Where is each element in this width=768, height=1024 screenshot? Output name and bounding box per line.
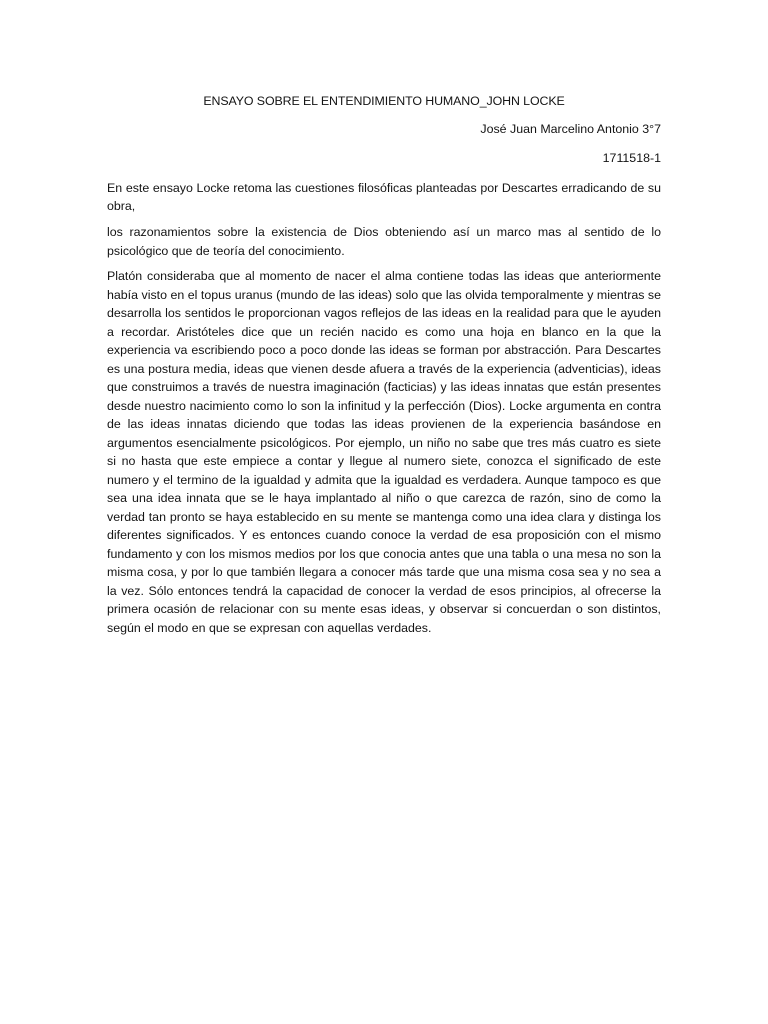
paragraph-continuation: los razonamientos sobre la existencia de Dios obteniendo así un marco mas al sentido de lo psicológico que de teoría del conocimiento. bbox=[107, 224, 661, 258]
document-title: ENSAYO SOBRE EL ENTENDIMIENTO HUMANO_JOHN LOCKE bbox=[203, 94, 565, 108]
author-line: José Juan Marcelino Antonio 3°7 bbox=[480, 121, 661, 136]
student-id: 1711518-1 bbox=[602, 151, 661, 166]
paragraph-intro: En este ensayo Locke retoma las cuestiones filosóficas planteadas por Descartes erradicando de su obra, bbox=[107, 180, 661, 214]
paragraph-body: Platón consideraba que al momento de nacer el alma contiene todas las ideas que anteriormente había visto en el topus uranus (mundo de las ideas) solo que las olvida temporalmente y mientras se desarrolla los sentidos le proporcionan vagos reflejos de las ideas en la realidad para que le ayuden a recordar. Aristóteles dice que un recién nacido es como una hoja en blanco en la que la experiencia va escribiendo poco a poco donde las ideas se forman por abstracción. Para Descartes es una postura media, ideas que vienen desde afuera a través de la experiencia (adventicias), ideas que construimos a través de nuestra imaginación (facticias) y las ideas innatas que están presentes desde nuestro nacimiento como lo son la infinitud y la perfección (Dios). Locke argumenta en contra de las ideas innatas diciendo que todas las ideas provienen de la experiencia basándose en argumentos esencialmente psicológicos. Por ejemplo, un niño no sabe que tres más cuatro es siete si no hasta que este empiece a contar y llegue al numero siete, conozca el significado de este numero y el termino de la igualdad y admita que la igualdad es verdadera. Aunque tampoco es que sea una idea innata que se le haya implantado al niño o que carezca de razón, sino de como la verdad tan pronto se haya establecido en su mente se mantenga como una idea clara y distinga los diferentes significados. Y es entonces cuando conoce la verdad de esa proposición con el mismo fundamento y con los mismos medios por los que conocia antes que una tabla o una mesa no son la misma cosa, y por lo que también llegara a conocer más tarde que una misma cosa sea y no sea a la vez. Sólo entonces tendrá la capacidad de conocer la verdad de esos principios, al ofrecerse la primera ocasión de relacionar con su mente esas ideas, y observar si concuerdan o son distintos, según el modo en que se expresan con aquellas verdades. bbox=[107, 269, 661, 635]
